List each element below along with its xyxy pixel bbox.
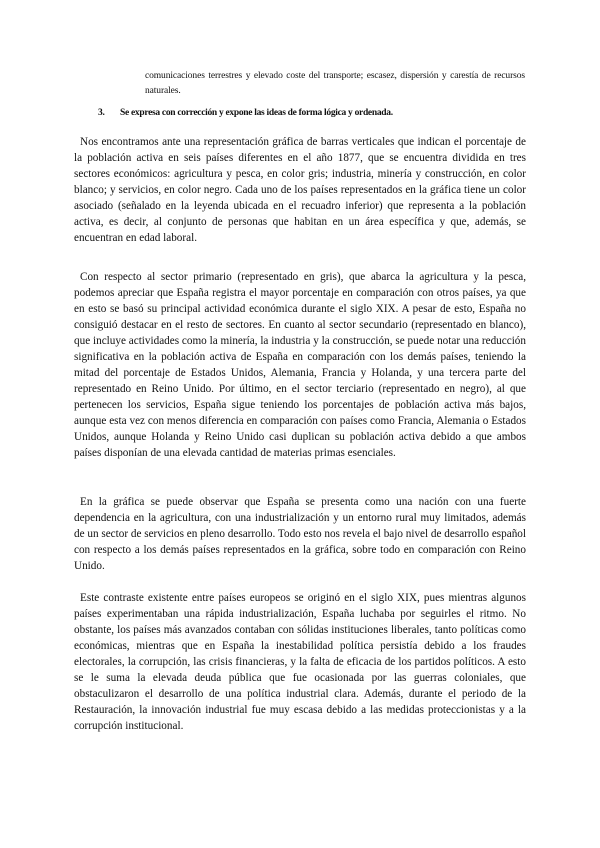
paragraph-3: En la gráfica se puede observar que España se presenta como una nación con una fuerte dependencia en la agricultura, con una industrialización y un entorno rural muy limitados, además de un sector de servicios en pleno desarrollo. Todo esto nos revela el bajo nivel de desarrollo español con respecto a los demás países representados en la gráfica, sobre todo en comparación con Reino Unido. [74, 496, 526, 572]
paragraph-2: Con respecto al sector primario (representado en gris), que abarca la agricultura y la pesca, podemos apreciar que España registra el mayor porcentaje en comparación con otros países, ya que en esto se basó su principal actividad económica durante el siglo XIX. A pesar de esto, España no consiguió destacar en el resto de sectores. En cuanto al sector secundario (representado en blanco), que incluye actividades como la minería, la industria y la construcción, se puede notar una reducción significativa en la población activa de España en comparación con los demás países, teniendo la mitad del porcentaje de Estados Unidos, Alemania, Francia y Holanda, y una tercera parte del representado en Reino Unido. Por último, en el sector terciario (representado en negro), al que pertenecen los servicios, España sigue teniendo los porcentajes de población activa más bajos, aunque esta vez con menos diferencia en comparación con países como Francia, Alemania o Estados Unidos, aunque Holanda y Reino Unido casi duplican su población activa debido a que ambos países disponían de una elevada cantidad de materias primas esenciales. [74, 271, 526, 459]
paragraph-4: Este contraste existente entre países europeos se originó en el siglo XIX, pues mientras algunos países experimentaban una rápida industrialización, España luchaba por seguirles el ritmo. No obstante, los países más avanzados contaban con sólidas instituciones liberales, tanto políticas como económicas, mientras que en España la inestabilidad política persistía debido a los fraudes electorales, la corrupción, las crisis financieras, y la falta de eficacia de los partidos políticos. A esto se le suma la elevada deuda pública que fue ocasionada por las guerras coloniales, que obstaculizaron el desarrollo de una política industrial clara. Además, durante el periodo de la Restauración, la innovación industrial fue muy escasa debido a las medidas proteccionistas y a la corrupción institucional. [74, 592, 526, 732]
list-item-3 [98, 106, 518, 120]
list-item-3-text: Se expresa con corrección y expone las ideas de forma lógica y ordenada. [120, 108, 393, 118]
list-item-2-continuation: comunicaciones terrestres y elevado coste del transporte; escasez, dispersión y carestía de recursos naturales. [145, 71, 525, 96]
list-item-3-number: 3. [98, 108, 105, 118]
paragraph-1: Nos encontramos ante una representación gráfica de barras verticales que indican el porcentaje de la población activa en seis países diferentes en el año 1877, que se encuentra dividida en tres sectores económicos: agricultura y pesca, en color gris; industria, minería y construcción, en color blanco; y servicios, en color negro. Cada uno de los países representados en la gráfica tiene un color asociado (señalado en la leyenda ubicada en el recuadro inferior) que representa a la población activa, es decir, al conjunto de personas que habitan en un área específica y que, además, se encuentran en edad laboral. [74, 136, 526, 244]
